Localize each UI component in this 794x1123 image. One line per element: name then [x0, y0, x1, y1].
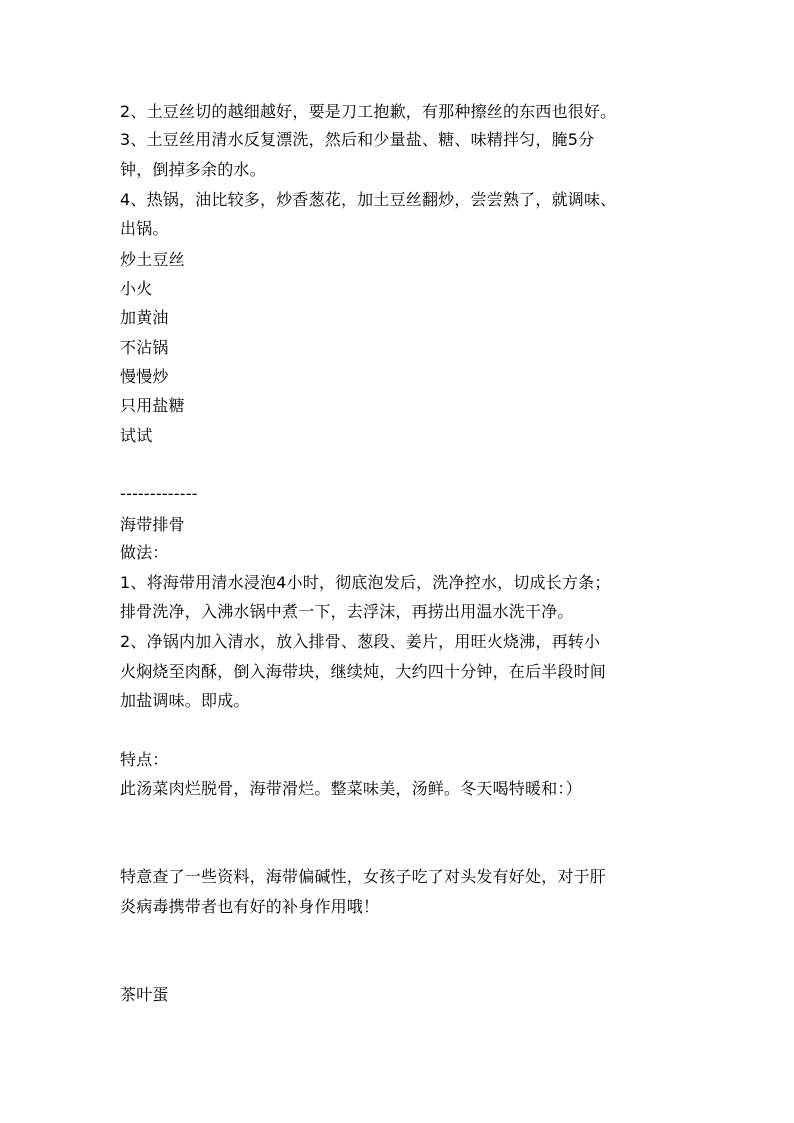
step-4-line-1: 4、热锅，油比较多，炒香葱花，加土豆丝翻炒，尝尝熟了，就调味、	[120, 190, 617, 209]
tip-line: 不沾锅	[120, 338, 169, 357]
tip-line: 慢慢炒	[120, 367, 169, 386]
note-line-1: 特意查了一些资料，海带偏碱性，女孩子吃了对头发有好处，对于肝	[120, 867, 607, 886]
step-3-line-1: 3、土豆丝用清水反复漂洗，然后和少量盐、糖、味精拌匀，腌5分	[120, 130, 595, 149]
method-step-2-line-1: 2、净锅内加入清水，放入排骨、葱段、姜片，用旺火烧沸，再转小	[120, 632, 601, 651]
method-step-2-line-2: 火焖烧至肉酥，倒入海带块，继续炖，大约四十分钟，在后半段时间	[120, 662, 607, 681]
tip-line: 只用盐糖	[120, 396, 185, 415]
features-text: 此汤菜肉烂脱骨，海带滑烂。整菜味美，汤鲜。冬天喝特暖和：）	[120, 779, 582, 798]
method-step-2-line-3: 加盐调味。即成。	[120, 691, 250, 710]
section-divider: -------------	[120, 484, 198, 503]
tip-line: 试试	[120, 426, 153, 445]
step-2-line: 2、土豆丝切的越细越好，要是刀工抱歉，有那种擦丝的东西也很好。	[120, 102, 617, 121]
method-heading: 做法：	[120, 543, 169, 562]
tip-line: 小火	[120, 279, 153, 298]
tip-line: 加黄油	[120, 308, 169, 327]
method-step-1-line-1: 1、将海带用清水浸泡4小时，彻底泡发后，洗净控水，切成长方条；	[120, 573, 611, 592]
note-line-2: 炎病毒携带者也有好的补身作用哦！	[120, 897, 380, 916]
method-step-1-line-2: 排骨洗净，入沸水锅中煮一下，去浮沫，再捞出用温水洗干净。	[120, 602, 574, 621]
recipe-title-tea-egg: 茶叶蛋	[120, 985, 169, 1004]
step-4-line-2: 出锅。	[120, 219, 169, 238]
step-3-line-2: 钟，倒掉多余的水。	[120, 160, 266, 179]
recipe-title-kelp-ribs: 海带排骨	[120, 515, 185, 534]
features-heading: 特点：	[120, 750, 169, 769]
recipe-title-potato: 炒土豆丝	[120, 250, 185, 269]
